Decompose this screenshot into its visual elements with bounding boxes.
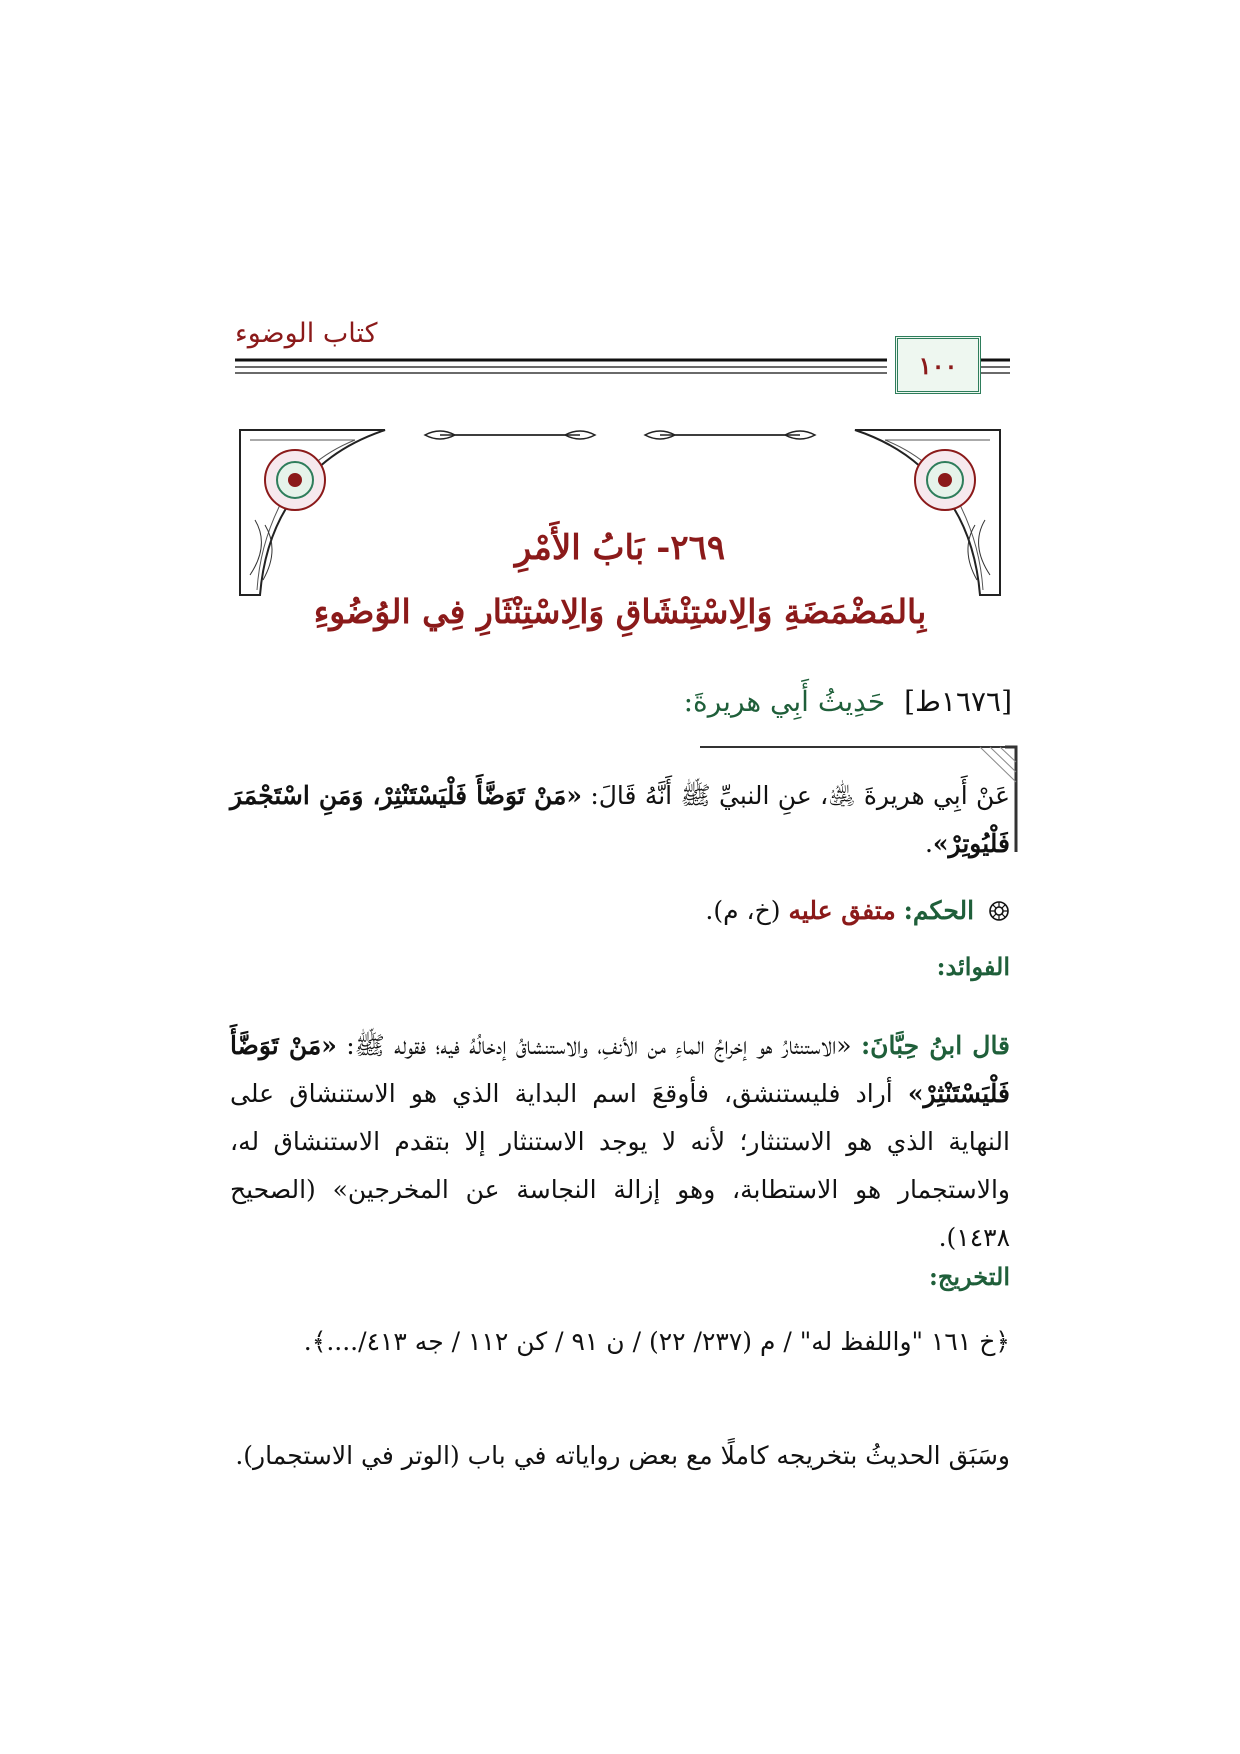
- ruling-line: [705, 896, 1010, 925]
- benefits-paragraph: [230, 1022, 1010, 1262]
- matn-quote: «مَنْ تَوَضَّأَ فَلْيَسْتَنْثِرْ، وَمَنِ اسْتَجْمَرَ فَلْيُوتِرْ»: [230, 781, 1010, 858]
- matn-intro: عَنْ أَبِي هريرةَ ﵁، عنِ النبيِّ ﷺ أَنَّهُ قَالَ:: [582, 781, 1010, 810]
- ruling-label: الحكم:: [903, 896, 975, 925]
- chapter-heading-line1: ٢٦٩- بَابُ الأَمْرِ: [514, 528, 726, 568]
- left-corner-ornament: [240, 430, 385, 595]
- benefits-heading: الفوائد:: [936, 952, 1010, 981]
- note-paragraph: وسَبَق الحديثُ بتخريجه كاملًا مع بعض رواياته في باب (الوتر في الاستجمار).: [235, 1441, 1010, 1470]
- page-number: ١٠٠: [918, 350, 958, 380]
- top-cartouche-left-ornament: [425, 431, 595, 439]
- ruling-value: متفق عليه: [788, 896, 896, 925]
- hadith-title-text: حَدِيثُ أَبِي هريرةَ:: [683, 685, 886, 718]
- benefits-speaker: قال ابنُ حِبَّانَ:: [860, 1031, 1011, 1060]
- takhrij-heading: التخريج:: [929, 1262, 1010, 1291]
- top-cartouche-right-ornament: [645, 431, 815, 439]
- matn-end: .: [924, 829, 933, 858]
- hadith-matn: [230, 772, 1010, 868]
- right-corner-ornament: [855, 430, 1000, 595]
- ruling-sources: (خ، م).: [705, 896, 789, 925]
- hadith-title: [684, 685, 1012, 718]
- benefits-text-a: «الاستنثارُ هو إخراجُ الماءِ من الأنفِ، والاستنشاقُ إدخالُهُ فيه؛ فقوله ﷺ:: [336, 1031, 861, 1060]
- benefits-quote: «مَنْ تَوَضَّأَ فَلْيَسْتَنْثِرْ»: [230, 1031, 1010, 1108]
- hadith-number: [١٦٧٦ط]: [904, 685, 1012, 718]
- benefits-text-b: أراد فليستنشق، فأوقعَ اسم البداية الذي هو الاستنشاق على النهاية الذي هو الاستنثار؛ لأنه لا يوجد الاستنثار إلا بتقدم الاستنشاق له، والاستجمار هو الاستطابة، وهو إزالة النجاسة عن المخرجين» (الصحيح ١٤٣٨).: [230, 1079, 1010, 1252]
- book-title: كتاب الوضوء: [235, 318, 378, 349]
- flower-ornament-icon: [988, 900, 1010, 922]
- chapter-heading-line2: بِالمَضْمَضَةِ وَالِاسْتِنْشَاقِ وَالِاسْتِنْثَارِ فِي الوُضُوءِ: [313, 592, 927, 631]
- takhrij-paragraph: ﴿خ ١٦١ "واللفظ له" / م (٢٣٧/ ٢٢) / ن ٩١ / كن ١١٢ / جه ٤١٣/....﴾.: [303, 1327, 1010, 1356]
- heading-ornament-frame: [235, 425, 1005, 600]
- page-number-box: [895, 336, 981, 394]
- header-rule: [235, 350, 1010, 390]
